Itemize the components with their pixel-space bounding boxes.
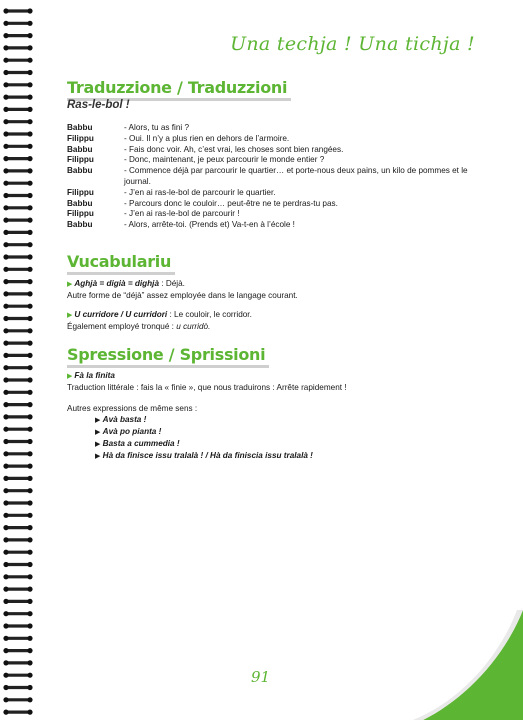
spiral-ring [3,648,32,653]
expression-term: Fà la finita [74,371,115,380]
expression-item-text: Avà po pianta ! [102,426,162,436]
dialogue-line: - J’en ai ras-le-bol de parcourir le quartier. [124,187,276,197]
spiral-ring [3,574,32,579]
spiral-ring [3,267,32,272]
spiral-ring [3,119,32,124]
corner-decoration [413,610,523,720]
spiral-ring [3,70,32,75]
spiral-ring [3,156,32,161]
spiral-ring [3,8,32,13]
vocab-entry [67,279,487,302]
spiral-ring [3,636,32,641]
speaker: Babbu [67,198,93,208]
spiral-ring [3,562,32,567]
dialogue-row [67,123,487,134]
dialogue [67,123,487,231]
vocab-note: Également employé tronqué : [67,321,177,331]
spiral-ring [3,131,32,136]
spiral-ring [3,525,32,530]
speaker: Filippu [67,187,94,197]
spiral-ring [3,402,32,407]
expression-entry [67,371,487,462]
spiral-ring [3,230,32,235]
spiral-ring [3,488,32,493]
spiral-ring [3,193,32,198]
dialogue-row [67,188,487,199]
spiral-ring [3,685,32,690]
speaker: Babbu [67,123,93,132]
section-underline [67,365,269,368]
section-title-vucabulariu-text: Vucabulariu [67,252,172,271]
vocab-term: Aghjà = digià = dighjà [74,279,160,288]
spiral-ring [3,464,32,469]
section-title-traduzzione [67,78,287,97]
triangle-bullet-icon: ▶ [67,373,73,380]
spiral-ring [3,58,32,63]
other-expressions-list [95,415,487,462]
dialogue-line: - Parcours donc le couloir… peut-être ne te perdras-tu pas. [124,198,338,208]
spiral-ring [3,500,32,505]
spiral-ring [3,427,32,432]
other-expressions-label: Autres expressions de même sens : [67,404,198,414]
list-item [95,427,487,439]
header-title: Una techja ! Una tichja ! [230,33,475,55]
subtitle: Ras-le-bol ! [67,99,130,111]
spiral-ring [3,660,32,665]
section-title-vucabulariu [67,252,171,271]
spiral-ring [3,242,32,247]
dialogue-row [67,155,487,166]
section-title-spressione [67,345,265,364]
spiral-ring [3,710,32,715]
dialogue-row [67,220,487,231]
spiral-ring [3,316,32,321]
speaker: Filippu [67,133,94,143]
dialogue-line: - Alors, tu as fini ? [124,123,190,132]
spiral-ring [3,537,32,542]
vocab-note-italic: u curridò. [176,321,211,331]
spiral-ring [3,304,32,309]
spiral-ring [3,550,32,555]
spiral-ring [3,21,32,26]
spiral-ring [3,611,32,616]
dialogue-line: - Commence déjà par parcourir le quartier… et porte-nous deux pains, un kilo de pommes et le journal. [124,166,468,186]
section-title-spressione-text: Spressione / Sprissioni [67,345,266,364]
spiral-ring [3,82,32,87]
spiral-ring [3,599,32,604]
speaker: Babbu [67,166,93,176]
spiral-ring [3,439,32,444]
spiral-ring [3,623,32,628]
speaker: Filippu [67,155,94,165]
spiral-ring [3,673,32,678]
triangle-bullet-icon: ▶ [67,312,73,319]
arrow-bullet-icon: ▶ [95,452,101,460]
arrow-bullet-icon: ▶ [95,428,101,436]
spiral-ring [3,513,32,518]
spiral-ring [3,353,32,358]
speaker: Filippu [67,209,94,219]
spiral-ring [3,45,32,50]
spiral-ring [3,476,32,481]
spiral-ring [3,451,32,456]
spiral-ring [3,414,32,419]
spiral-ring [3,95,32,100]
section-title-traduzzione-text: Traduzzione / Traduzzioni [67,78,288,97]
dialogue-line: - J’en ai ras-le-bol de parcourir ! [124,209,240,219]
speaker: Babbu [67,144,93,154]
spiral-ring [3,107,32,112]
vocab-term: U curridore / U curridori [74,310,168,319]
expression-translation: Traduction littérale : fais la « finie », que nous traduirons : Arrête rapidement ! [67,382,347,392]
spiral-ring [3,205,32,210]
spiral-ring [3,254,32,259]
vocab-entry [67,310,487,333]
spiral-ring [3,390,32,395]
section-underline [67,272,175,275]
speaker: Babbu [67,220,93,230]
vocab-note: Autre forme de “déjà” assez employée dans le langage courant. [67,290,298,300]
dialogue-line: - Oui. Il n’y a plus rien en dehors de l’armoire. [124,133,290,143]
expression-item-text: Hà da finisce issu tralalà ! / Hà da finiscia issu tralalà ! [102,450,313,460]
spiral-ring [3,377,32,382]
dialogue-row [67,199,487,210]
triangle-bullet-icon: ▶ [67,281,73,288]
spiral-ring [3,279,32,284]
list-item [95,439,487,451]
spiral-ring [3,341,32,346]
dialogue-line: - Fais donc voir. Ah, c’est vrai, les choses sont bien rangées. [124,144,344,154]
expression-item-text: Basta a cummedia ! [102,438,180,448]
dialogue-row [67,166,487,188]
spiral-ring [3,587,32,592]
dialogue-row [67,145,487,156]
arrow-bullet-icon: ▶ [95,440,101,448]
spiral-ring [3,291,32,296]
spiral-ring [3,33,32,38]
dialogue-row [67,209,487,220]
spiral-ring [3,365,32,370]
dialogue-line: - Alors, arrête-toi. (Prends et) Va-t-en à l’école ! [124,220,295,230]
spiral-ring [3,168,32,173]
list-item [95,415,487,427]
vocab-definition: : Le couloir, le corridor. [167,310,252,319]
dialogue-row [67,134,487,145]
spiral-ring [3,181,32,186]
spiral-ring [3,697,32,702]
spiral-ring [3,144,32,149]
list-item [95,451,487,463]
spiral-binding [0,0,40,720]
page-number: 91 [251,668,271,686]
expression-item-text: Avà basta ! [102,415,147,425]
spiral-ring [3,328,32,333]
dialogue-line: - Donc, maintenant, je peux parcourir le monde entier ? [124,155,325,165]
vocab-definition: : Déjà. [159,279,185,288]
arrow-bullet-icon: ▶ [95,417,101,425]
spiral-ring [3,218,32,223]
